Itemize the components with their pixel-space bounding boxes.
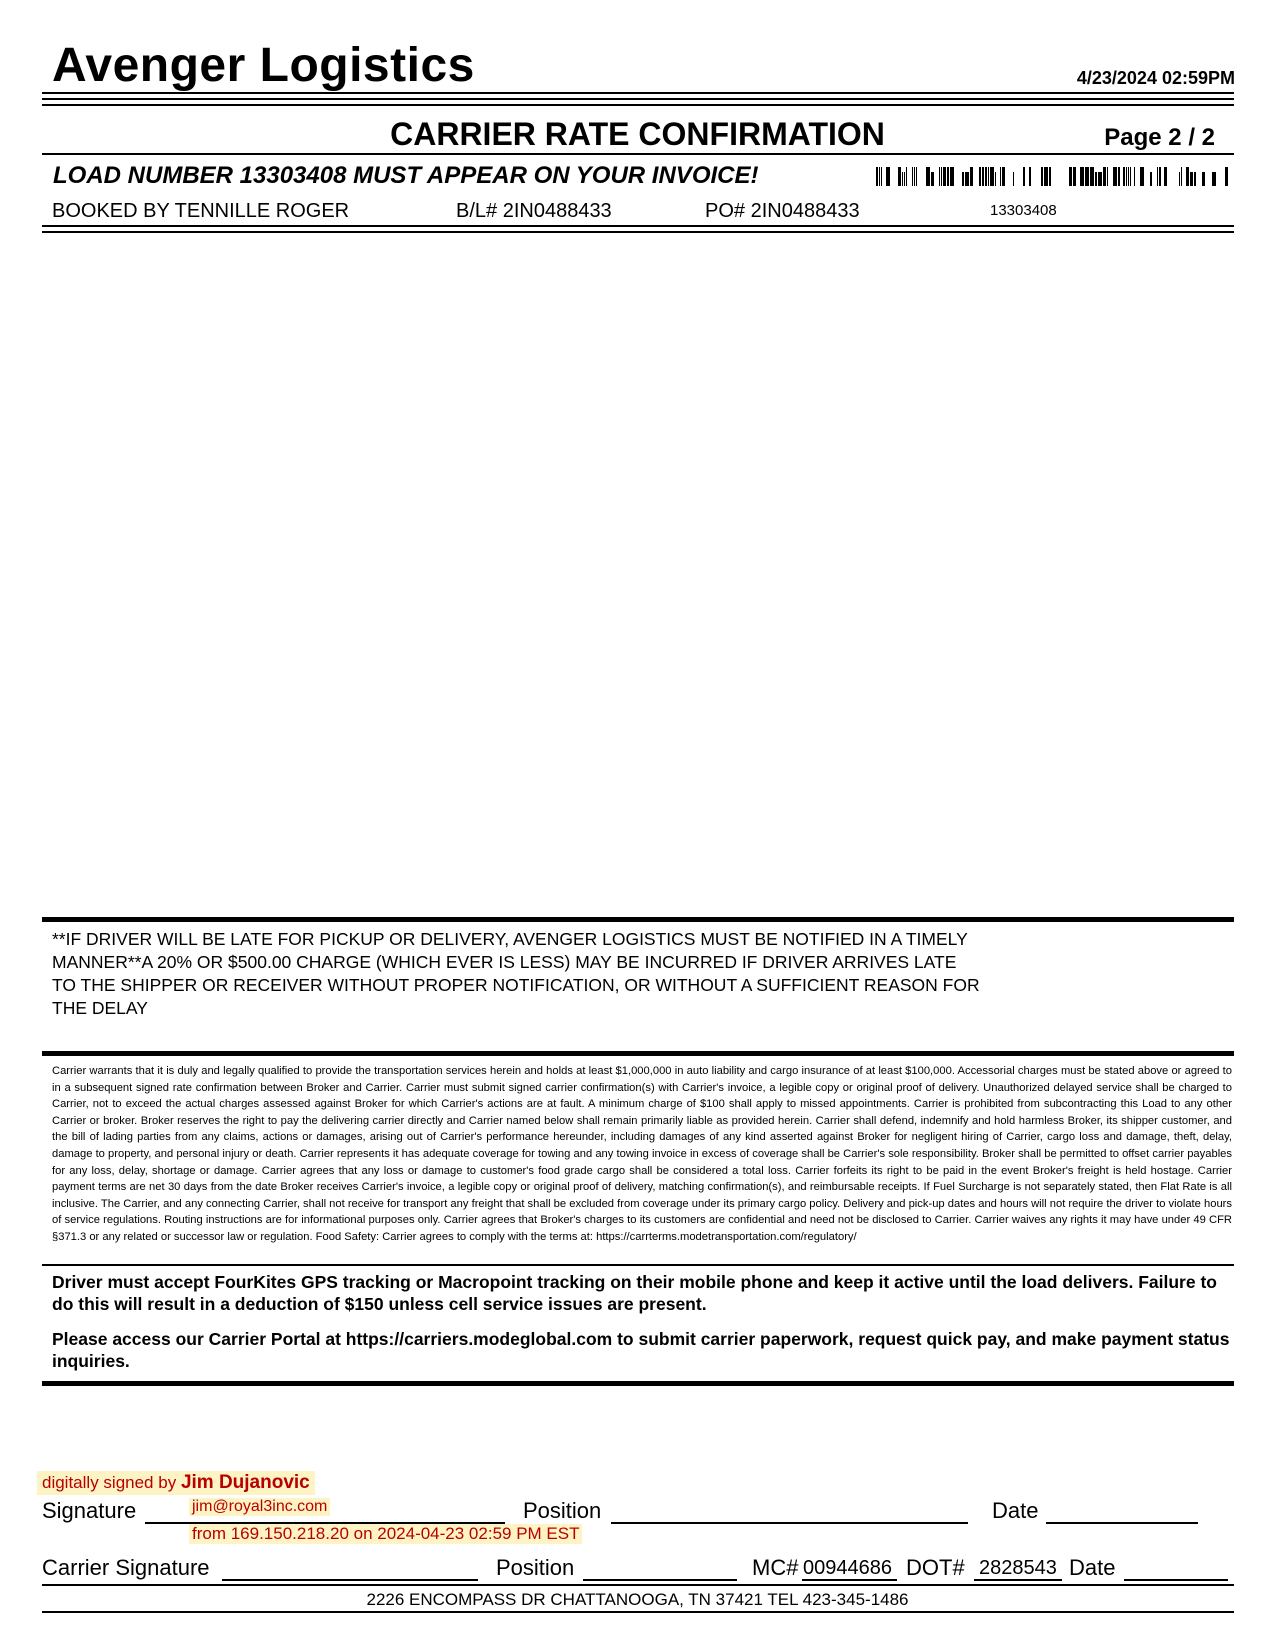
barcode-number: 13303408 — [990, 202, 1057, 219]
notices-bottom-rule — [42, 1381, 1234, 1386]
carrier-position-label: Position — [496, 1555, 575, 1580]
terms-bottom-rule — [42, 1264, 1234, 1266]
carrier-terms: Carrier warrants that it is duly and legally qualified to provide the transportation services herein and holds at least $1,000,000 in auto liability and cargo insurance of at least $100,000. Accessorial charges must be stated above or agreed to in a subsequent signed rate confirmation between Broker and Carrier. Carrier must submit signed carrier confirmation(s) with Carrier's invoice, a legible copy or original proof of delivery. Unauthorized delayed service shall be charged to Carrier, not to exceed the actual charges assessed against Broker for which Carrier's actions are at fault. A minimum charge of $100 shall apply to missed appointments. Carrier is prohibited from subcontracting this Load to any other Carrier or broker. Broker reserves the right to pay the delivering carrier directly and Carrier named below shall remain primarily liable as provided herein. Carrier shall defend, indemnify and hold harmless Broker, its shipper customer, and the bill of lading parties from any claims, actions or damages, arising out of Carrier's performance hereunder, including damages of any kind asserted against Broker for negligent hiring of Carrier, cargo loss and damage, theft, delay, damage to property, and personal injury or death. Carrier represents it has adequate coverage for towing and any towing invoice in excess of coverage shall be Carrier's sole responsibility. Broker shall be permitted to offset carrier payables for any loss, delay, shortage or damage. Carrier agrees that any loss or damage to customer's food grade cargo shall be considered a total loss. Carrier forfeits its right to be paid in the event Broker's freight is held hostage. Carrier payment terms are net 30 days from the date Broker receives Carrier's invoice, a legible copy or original proof of delivery, matching confirmation(s), and reimbursable receipts. If Fuel Surcharge is not separately stated, then Flat Rate is all inclusive. The Carrier, and any connecting Carrier, shall not receive for transport any freight that shall be excluded from coverage under its primary cargo policy. Delivery and pick-up dates and hours will not require the driver to violate hours of service regulations. Routing instructions are for informational purposes only. Carrier agrees that Broker's charges to its customers are confidential and need not be disclosed to Carrier. Carrier waives any rights it may have under 49 CFR §371.3 or any related or successor law or regulation. Food Safety: Carrier agrees to comply with the terms at: https://carrterms.modetransportation.com/regulatory/ — [52, 1065, 1232, 1243]
position-label: Position — [523, 1498, 602, 1523]
dot-value: 2828543 — [979, 1557, 1057, 1579]
header-rule-3 — [42, 104, 1234, 106]
mc-label: MC# — [752, 1555, 799, 1580]
dot-line — [974, 1579, 1062, 1581]
company-name: Avenger Logistics — [52, 39, 475, 92]
date-line[interactable] — [1046, 1522, 1198, 1524]
po-number: PO# 2IN0488433 — [705, 200, 860, 222]
terms-top-rule — [42, 1051, 1234, 1056]
carrier-signature-line[interactable] — [222, 1579, 478, 1581]
footer-address: 2226 ENCOMPASS DR CHATTANOOGA, TN 37421 TEL 423-345-1486 — [366, 1590, 909, 1609]
signature-label: Signature — [42, 1498, 137, 1523]
portal-notice: Please access our Carrier Portal at https://carriers.modeglobal.com to submit carrier paperwork, request quick pay, and make payment status inquiries. — [52, 1329, 1230, 1371]
late-notice-top-rule — [42, 917, 1234, 922]
digital-signature-origin: from 169.150.218.20 on 2024-04-23 02:59 PM EST — [189, 1524, 582, 1544]
barcode — [876, 167, 1231, 186]
digital-signature-prefix: digitally signed by — [42, 1473, 177, 1492]
late-delivery-notice: **IF DRIVER WILL BE LATE FOR PICKUP OR DELIVERY, AVENGER LOGISTICS MUST BE NOTIFIED IN A TIMELY MANNER**A 20% OR $500.00 CHARGE (WHICH EVER IS LESS) MAY BE INCURRED IF DRIVER ARRIVES LATE TO THE SHIPPER OR RECEIVER WITHOUT PROPER NOTIFICATION, OR WITHOUT A SUFFICIENT REASON FOR THE DELAY — [52, 929, 980, 1018]
carrier-signature-label: Carrier Signature — [42, 1555, 210, 1580]
position-line[interactable] — [611, 1522, 968, 1524]
load-number-notice: LOAD NUMBER 13303408 MUST APPEAR ON YOUR INVOICE! — [53, 162, 759, 189]
carrier-date-line[interactable] — [1124, 1579, 1228, 1581]
date-label: Date — [992, 1498, 1039, 1523]
load-rule-2 — [42, 231, 1234, 233]
print-datetime: 4/23/2024 02:59PM — [1076, 68, 1235, 88]
booked-by: BOOKED BY TENNILLE ROGER — [52, 200, 350, 222]
carrier-date-label: Date — [1069, 1555, 1116, 1580]
dot-label: DOT# — [906, 1555, 965, 1580]
mc-line — [802, 1579, 897, 1581]
carrier-position-line[interactable] — [583, 1579, 737, 1581]
footer-top-rule — [42, 1584, 1234, 1586]
mc-value: 00944686 — [803, 1557, 892, 1579]
digital-signature-stamp — [37, 1471, 315, 1495]
footer-bottom-rule — [42, 1611, 1234, 1613]
load-rule-1 — [42, 225, 1234, 227]
page-number: Page 2 / 2 — [1104, 124, 1215, 151]
title-rule — [42, 153, 1234, 155]
header-rule-2 — [42, 98, 1234, 100]
digital-signature-email: jim@royal3inc.com — [189, 1498, 330, 1516]
bill-of-lading: B/L# 2IN0488433 — [456, 200, 612, 222]
tracking-notice: Driver must accept FourKites GPS tracking or Macropoint tracking on their mobile phone and keep it active until the load delivers. Failure to do this will result in a deduction of $150 unless cell service issues are present. — [52, 1272, 1217, 1314]
document-title: CARRIER RATE CONFIRMATION — [390, 116, 885, 152]
digital-signature-name: Jim Dujanovic — [180, 1472, 310, 1493]
header-rule-1 — [42, 92, 1234, 94]
